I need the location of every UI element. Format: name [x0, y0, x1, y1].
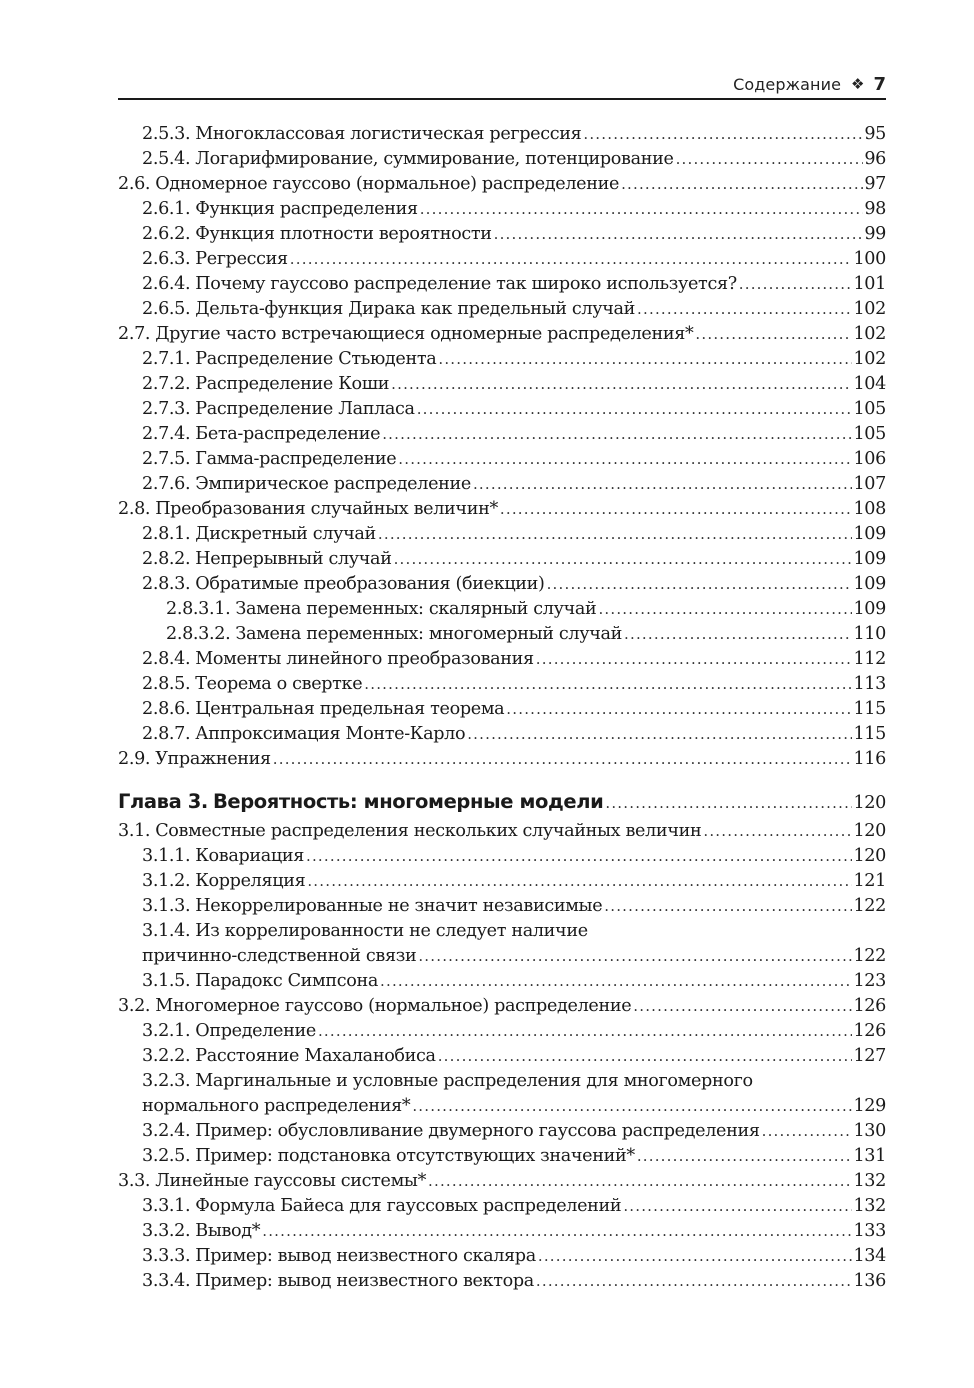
toc-entry[interactable]	[118, 272, 886, 297]
toc-entry[interactable]	[118, 819, 886, 844]
toc-entry[interactable]	[118, 919, 886, 944]
dot-leader	[703, 819, 852, 844]
toc-entry[interactable]	[118, 622, 886, 647]
running-header	[118, 70, 886, 100]
toc-entry[interactable]	[118, 172, 886, 197]
entry-page: 120	[853, 846, 886, 866]
entry-title: Логарифмирование, суммирование, потенцирование	[195, 149, 674, 169]
dot-leader	[306, 844, 852, 869]
entry-title: Маргинальные и условные распределения для многомерного	[195, 1071, 753, 1091]
entry-number: 3.2.1.	[142, 1021, 191, 1041]
entry-title: Одномерное гауссово (нормальное) распределение	[155, 174, 620, 194]
toc-entry[interactable]	[118, 672, 886, 697]
entry-title: Совместные распределения нескольких случайных величин	[155, 821, 702, 841]
entry-page: 129	[853, 1096, 886, 1116]
entry-title: Почему гауссово распределение так широко используется?	[195, 274, 737, 294]
entry-page: 110	[853, 624, 886, 644]
entry-title: Бета-распределение	[195, 424, 381, 444]
toc-entry[interactable]	[118, 372, 886, 397]
entry-number: 3.1.5.	[142, 971, 191, 991]
toc-section-chapter3	[118, 819, 886, 1294]
dot-leader	[428, 1169, 852, 1194]
entry-title: Пример: вывод неизвестного скаляра	[195, 1246, 536, 1266]
entry-number: 2.5.4.	[142, 149, 191, 169]
dot-leader	[467, 722, 852, 747]
dot-leader	[500, 497, 853, 522]
entry-number: 3.3.2.	[142, 1221, 191, 1241]
entry-page: 102	[853, 299, 886, 319]
dot-leader	[438, 1044, 853, 1069]
entry-title: Пример: подстановка отсутствующих значений*	[195, 1146, 635, 1166]
entry-page: 121	[853, 871, 886, 891]
dot-leader	[420, 197, 864, 222]
toc-entry[interactable]	[118, 894, 886, 919]
entry-page: 116	[853, 749, 886, 769]
entry-title: Моменты линейного преобразования	[195, 649, 534, 669]
toc-section-chapter2	[118, 122, 886, 772]
entry-title: причинно-следственной связи	[142, 946, 417, 966]
entry-title: Функция плотности вероятности	[195, 224, 492, 244]
entry-number: 2.5.3.	[142, 124, 191, 144]
entry-page: 100	[853, 249, 886, 269]
entry-title: Непрерывный случай	[195, 549, 392, 569]
entry-number: 2.7.6.	[142, 474, 191, 494]
entry-title: Линейные гауссовы системы*	[155, 1171, 427, 1191]
toc-entry[interactable]	[118, 722, 886, 747]
entry-number: 2.8.2.	[142, 549, 191, 569]
dot-leader	[583, 122, 863, 147]
entry-page: 134	[853, 1246, 886, 1266]
dot-leader	[398, 447, 852, 472]
toc-entry[interactable]	[118, 472, 886, 497]
entry-title: Аппроксимация Монте-Карло	[195, 724, 466, 744]
toc-entry[interactable]	[118, 397, 886, 422]
entry-page: 102	[853, 349, 886, 369]
ornament-icon: ❖	[851, 75, 865, 93]
entry-number: 3.1.	[118, 821, 151, 841]
dot-leader	[380, 969, 852, 994]
entry-page: 98	[864, 199, 886, 219]
entry-title: Некоррелированные не значит независимые	[195, 896, 603, 916]
entry-title: Определение	[195, 1021, 316, 1041]
entry-number: 3.3.	[118, 1171, 151, 1191]
toc-chapter-heading[interactable]	[118, 785, 886, 819]
dot-leader	[473, 472, 853, 497]
entry-page: 132	[853, 1171, 886, 1191]
toc-entry[interactable]	[118, 297, 886, 322]
entry-page: 109	[853, 574, 886, 594]
entry-number: 2.8.3.1.	[166, 599, 231, 619]
entry-title: Расстояние Махаланобиса	[195, 1046, 436, 1066]
toc-entry[interactable]	[118, 869, 886, 894]
entry-page: 131	[853, 1146, 886, 1166]
toc-entry[interactable]	[118, 1094, 886, 1119]
header-title: Содержание	[733, 74, 842, 94]
toc-entry[interactable]	[118, 347, 886, 372]
entry-number: 3.1.4.	[142, 921, 191, 941]
dot-leader	[739, 272, 853, 297]
toc-entry[interactable]	[118, 1044, 886, 1069]
entry-page: 115	[853, 699, 886, 719]
entry-number: 2.7.1.	[142, 349, 191, 369]
dot-leader	[364, 672, 852, 697]
toc-entry[interactable]	[118, 647, 886, 672]
entry-title: Многоклассовая логистическая регрессия	[195, 124, 582, 144]
entry-number: 2.8.5.	[142, 674, 191, 694]
entry-title: Дискретный случай	[195, 524, 376, 544]
entry-page: 97	[864, 174, 886, 194]
entry-page: 102	[853, 324, 886, 344]
dot-leader	[762, 1119, 853, 1144]
entry-title: Вывод*	[195, 1221, 261, 1241]
entry-page: 133	[853, 1221, 886, 1241]
entry-page: 99	[864, 224, 886, 244]
dot-leader	[318, 1019, 853, 1044]
toc-entry[interactable]	[118, 547, 886, 572]
dot-leader	[621, 172, 863, 197]
entry-number: 3.1.3.	[142, 896, 191, 916]
toc-entry[interactable]	[118, 1169, 886, 1194]
entry-title: Функция распределения	[195, 199, 418, 219]
entry-title: Ковариация	[195, 846, 304, 866]
entry-page: 112	[853, 649, 886, 669]
entry-page: 109	[853, 549, 886, 569]
dot-leader	[536, 1269, 853, 1294]
toc-entry[interactable]	[118, 747, 886, 772]
dot-leader	[605, 786, 852, 820]
chapter-page: 120	[853, 793, 886, 813]
dot-leader	[262, 1219, 852, 1244]
toc-entry[interactable]	[118, 197, 886, 222]
entry-number: 3.1.2.	[142, 871, 191, 891]
entry-number: 3.1.1.	[142, 846, 191, 866]
dot-leader	[290, 247, 853, 272]
entry-title: Пример: вывод неизвестного вектора	[195, 1271, 534, 1291]
entry-page: 132	[853, 1196, 886, 1216]
dot-leader	[547, 572, 853, 597]
dot-leader	[273, 747, 853, 772]
entry-number: 2.6.	[118, 174, 151, 194]
entry-page: 101	[853, 274, 886, 294]
dot-leader	[394, 547, 853, 572]
entry-page: 106	[853, 449, 886, 469]
toc-entry[interactable]	[118, 322, 886, 347]
entry-title: Замена переменных: многомерный случай	[235, 624, 623, 644]
entry-page: 109	[853, 524, 886, 544]
entry-page: 109	[853, 599, 886, 619]
dot-leader	[538, 1244, 853, 1269]
entry-number: 3.2.4.	[142, 1121, 191, 1141]
entry-page: 96	[864, 149, 886, 169]
toc-entry[interactable]	[118, 1069, 886, 1094]
entry-title: Дельта-функция Дирака как предельный случай	[195, 299, 636, 319]
toc-entry[interactable]	[118, 1194, 886, 1219]
entry-title: нормального распределения*	[142, 1096, 411, 1116]
entry-number: 2.8.6.	[142, 699, 191, 719]
dot-leader	[676, 147, 864, 172]
toc-entry[interactable]	[118, 147, 886, 172]
dot-leader	[494, 222, 864, 247]
entry-number: 3.2.5.	[142, 1146, 191, 1166]
entry-title: Формула Байеса для гауссовых распределений	[195, 1196, 622, 1216]
entry-number: 2.8.3.2.	[166, 624, 231, 644]
page-number: 7	[873, 73, 886, 95]
entry-page: 95	[864, 124, 886, 144]
toc-entry[interactable]	[118, 447, 886, 472]
entry-page: 113	[853, 674, 886, 694]
entry-number: 2.8.1.	[142, 524, 191, 544]
entry-page: 122	[853, 896, 886, 916]
toc-entry[interactable]	[118, 1269, 886, 1294]
entry-number: 2.8.3.	[142, 574, 191, 594]
entry-page: 122	[853, 946, 886, 966]
dot-leader	[506, 697, 852, 722]
entry-number: 2.7.3.	[142, 399, 191, 419]
entry-number: 2.7.4.	[142, 424, 191, 444]
entry-number: 2.6.5.	[142, 299, 191, 319]
dot-leader	[378, 522, 853, 547]
toc-entry[interactable]	[118, 1244, 886, 1269]
entry-page: 126	[853, 1021, 886, 1041]
entry-title: Центральная предельная теорема	[195, 699, 505, 719]
entry-title: Эмпирическое распределение	[195, 474, 471, 494]
dot-leader	[412, 1094, 852, 1119]
dot-leader	[417, 397, 853, 422]
entry-title: Преобразования случайных величин*	[155, 499, 498, 519]
toc-entry[interactable]	[118, 522, 886, 547]
toc-entry[interactable]	[118, 497, 886, 522]
entry-number: 3.3.3.	[142, 1246, 191, 1266]
entry-title: Гамма-распределение	[195, 449, 397, 469]
dot-leader	[391, 372, 852, 397]
entry-title: Многомерное гауссово (нормальное) распределение	[155, 996, 632, 1016]
toc-entry[interactable]	[118, 994, 886, 1019]
entry-title: Упражнения	[155, 749, 271, 769]
entry-page: 127	[853, 1046, 886, 1066]
dot-leader	[598, 597, 852, 622]
entry-title: Парадокс Симпсона	[195, 971, 379, 991]
toc-entry[interactable]	[118, 222, 886, 247]
dot-leader	[382, 422, 852, 447]
dot-leader	[536, 647, 853, 672]
entry-number: 2.7.2.	[142, 374, 191, 394]
dot-leader	[623, 1194, 852, 1219]
entry-number: 3.3.4.	[142, 1271, 191, 1291]
entry-number: 2.6.1.	[142, 199, 191, 219]
toc-entry[interactable]	[118, 597, 886, 622]
entry-title: Из коррелированности не следует наличие	[195, 921, 588, 941]
dot-leader	[418, 944, 852, 969]
toc-entry[interactable]	[118, 844, 886, 869]
toc-entry[interactable]	[118, 1144, 886, 1169]
entry-number: 2.6.2.	[142, 224, 191, 244]
toc-entry[interactable]	[118, 1119, 886, 1144]
entry-number: 2.6.3.	[142, 249, 191, 269]
entry-title: Регрессия	[195, 249, 288, 269]
toc-entry[interactable]	[118, 572, 886, 597]
dot-leader	[633, 994, 852, 1019]
entry-page: 105	[853, 399, 886, 419]
entry-title: Распределение Стьюдента	[195, 349, 437, 369]
dot-leader	[637, 297, 852, 322]
entry-title: Замена переменных: скалярный случай	[235, 599, 597, 619]
entry-page: 126	[853, 996, 886, 1016]
toc-entry[interactable]	[118, 1219, 886, 1244]
toc-entry[interactable]	[118, 944, 886, 969]
entry-page: 115	[853, 724, 886, 744]
dot-leader	[438, 347, 852, 372]
entry-page: 107	[853, 474, 886, 494]
toc-entry[interactable]	[118, 697, 886, 722]
entry-number: 3.3.1.	[142, 1196, 191, 1216]
entry-number: 2.8.	[118, 499, 151, 519]
entry-number: 3.2.3.	[142, 1071, 191, 1091]
entry-number: 2.9.	[118, 749, 151, 769]
dot-leader	[604, 894, 852, 919]
entry-title: Теорема о свертке	[195, 674, 363, 694]
dot-leader	[624, 622, 852, 647]
entry-number: 2.7.	[118, 324, 151, 344]
chapter-number: Глава 3.	[118, 790, 208, 813]
dot-leader	[695, 322, 852, 347]
toc-entry[interactable]	[118, 247, 886, 272]
entry-page: 120	[853, 821, 886, 841]
entry-title: Распределение Коши	[195, 374, 390, 394]
entry-page: 130	[853, 1121, 886, 1141]
toc-entry[interactable]	[118, 422, 886, 447]
entry-title: Корреляция	[195, 871, 306, 891]
dot-leader	[637, 1144, 853, 1169]
entry-number: 2.7.5.	[142, 449, 191, 469]
toc-entry[interactable]	[118, 1019, 886, 1044]
table-of-contents	[118, 122, 886, 1294]
toc-entry[interactable]	[118, 969, 886, 994]
toc-entry[interactable]	[118, 122, 886, 147]
entry-title: Другие часто встречающиеся одномерные распределения*	[155, 324, 694, 344]
entry-number: 3.2.2.	[142, 1046, 191, 1066]
dot-leader	[307, 869, 852, 894]
entry-number: 2.6.4.	[142, 274, 191, 294]
entry-title: Обратимые преобразования (биекции)	[195, 574, 545, 594]
entry-number: 2.8.7.	[142, 724, 191, 744]
entry-page: 123	[853, 971, 886, 991]
chapter-title: Вероятность: многомерные модели	[212, 790, 604, 813]
entry-number: 2.8.4.	[142, 649, 191, 669]
entry-page: 136	[853, 1271, 886, 1291]
entry-page: 105	[853, 424, 886, 444]
entry-page: 104	[853, 374, 886, 394]
entry-title: Распределение Лапласа	[195, 399, 415, 419]
entry-number: 3.2.	[118, 996, 151, 1016]
entry-title: Пример: обусловливание двумерного гауссова распределения	[195, 1121, 760, 1141]
entry-page: 108	[853, 499, 886, 519]
